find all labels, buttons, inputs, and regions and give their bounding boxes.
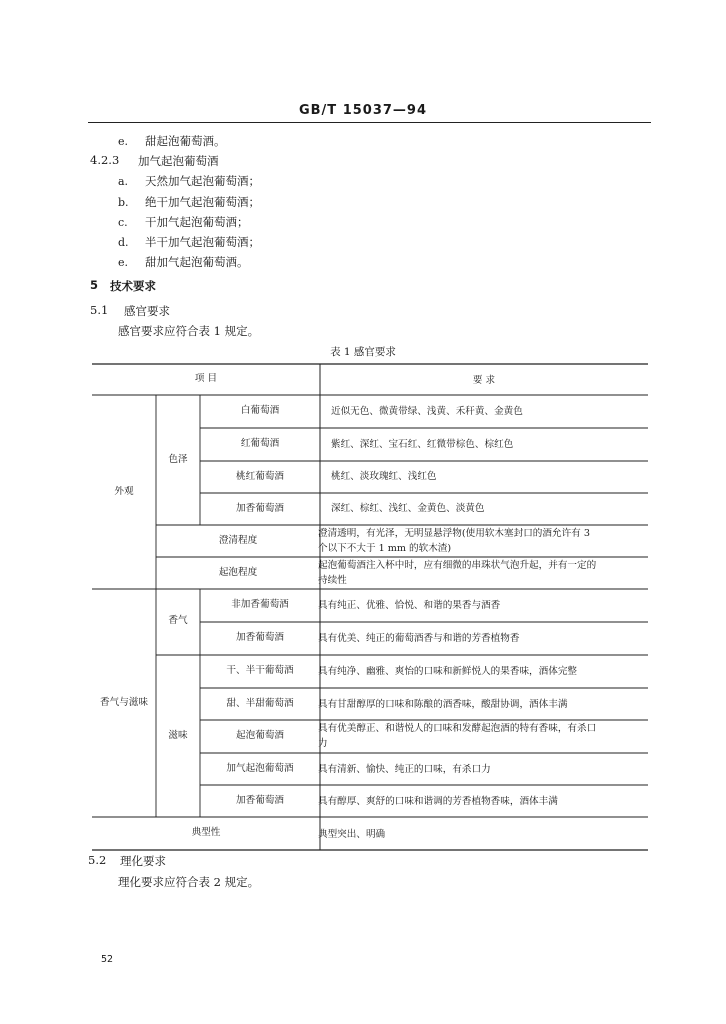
section-number: 5 xyxy=(90,278,99,292)
row-requirement: 深红、棕红、浅红、金黄色、淡黄色 xyxy=(331,503,485,514)
group-appearance: 外观 xyxy=(114,486,134,497)
table-caption: 表 1 感官要求 xyxy=(330,346,396,358)
page-number: 52 xyxy=(101,954,114,965)
list-letter: a. xyxy=(118,175,129,188)
subgroup-taste: 滋味 xyxy=(168,730,188,741)
list-letter: d. xyxy=(118,236,129,249)
list-letter: e. xyxy=(118,256,129,269)
row-item: 加香葡萄酒 xyxy=(236,795,284,806)
body-text: 感官要求应符合表 1 规定。 xyxy=(118,324,260,338)
row-item: 起泡葡萄酒 xyxy=(236,730,284,741)
row-item: 加气起泡葡萄酒 xyxy=(226,763,294,774)
standard-code: GB/T 15037—94 xyxy=(298,103,428,118)
row-item: 干、半干葡萄酒 xyxy=(226,665,294,676)
row-item: 非加香葡萄酒 xyxy=(231,599,289,610)
list-item: 甜起泡葡萄酒。 xyxy=(145,134,226,148)
row-item: 红葡萄酒 xyxy=(240,438,280,449)
row-requirement: 澄清透明，有光泽，无明显悬浮物(使用软木塞封口的酒允许有 3 xyxy=(318,528,590,539)
row-requirement: 具有纯正、优雅、恰悦、和谐的果香与酒香 xyxy=(318,600,501,611)
row-item: 白葡萄酒 xyxy=(240,405,280,416)
subgroup-color: 色泽 xyxy=(168,454,188,465)
row-requirement: 桃红、淡玫瑰红、浅红色 xyxy=(331,471,437,482)
list-item: 绝干加气起泡葡萄酒； xyxy=(145,195,260,209)
row-requirement: 具有醇厚、爽舒的口味和谐调的芳香植物香味，酒体丰满 xyxy=(318,796,558,807)
list-item: 甜加气起泡葡萄酒。 xyxy=(145,255,249,269)
row-requirement: 紫红、深红、宝石红、红微带棕色、棕红色 xyxy=(331,439,514,450)
list-letter: e. xyxy=(118,135,129,148)
row-item: 加香葡萄酒 xyxy=(236,632,284,643)
section-number: 5.2 xyxy=(88,853,107,867)
row-requirement: 力 xyxy=(318,738,328,749)
body-text: 理化要求应符合表 2 规定。 xyxy=(118,875,260,889)
row-item: 起泡程度 xyxy=(218,567,258,578)
row-requirement: 具有优美醇正、和谐悦人的口味和发酵起泡酒的特有香味，有杀口 xyxy=(318,723,597,734)
section-title: 技术要求 xyxy=(110,279,156,293)
section-title: 加气起泡葡萄酒 xyxy=(138,154,219,168)
section-title: 感官要求 xyxy=(124,304,170,318)
list-letter: b. xyxy=(118,196,129,209)
row-item: 桃红葡萄酒 xyxy=(236,471,284,482)
row-requirement: 个以下不大于 1 mm 的软木渣) xyxy=(318,543,452,554)
row-item: 典型性 xyxy=(191,827,221,838)
group-aroma-taste: 香气与滋味 xyxy=(100,697,148,708)
row-item: 甜、半甜葡萄酒 xyxy=(226,698,294,709)
row-item: 加香葡萄酒 xyxy=(236,503,284,514)
row-requirement: 具有纯净、幽雅、爽怡的口味和新鲜悦人的果香味，酒体完整 xyxy=(318,666,578,677)
list-item: 天然加气起泡葡萄酒； xyxy=(145,174,260,188)
row-requirement: 近似无色、微黄带绿、浅黄、禾秆黄、金黄色 xyxy=(331,406,523,417)
row-requirement: 具有优美、纯正的葡萄酒香与和谐的芳香植物香 xyxy=(318,633,520,644)
row-requirement: 具有甘甜醇厚的口味和陈酿的酒香味，酸甜协调，酒体丰满 xyxy=(318,699,568,710)
section-number: 4.2.3 xyxy=(90,153,120,167)
table-head-requirement: 要 求 xyxy=(472,375,496,386)
list-item: 干加气起泡葡萄酒； xyxy=(145,215,249,229)
row-requirement: 起泡葡萄酒注入杯中时，应有细微的串珠状气泡升起，并有一定的 xyxy=(318,560,597,571)
row-requirement: 具有清新、愉快、纯正的口味，有杀口力 xyxy=(318,764,491,775)
subgroup-aroma: 香气 xyxy=(168,615,188,626)
list-letter: c. xyxy=(118,216,128,229)
list-item: 半干加气起泡葡萄酒； xyxy=(145,235,260,249)
row-item: 澄清程度 xyxy=(218,535,258,546)
table-head-item: 项 目 xyxy=(194,373,218,384)
row-requirement: 持续性 xyxy=(318,575,347,586)
section-number: 5.1 xyxy=(90,303,109,317)
row-requirement: 典型突出、明确 xyxy=(318,829,386,840)
section-title: 理化要求 xyxy=(120,854,166,868)
